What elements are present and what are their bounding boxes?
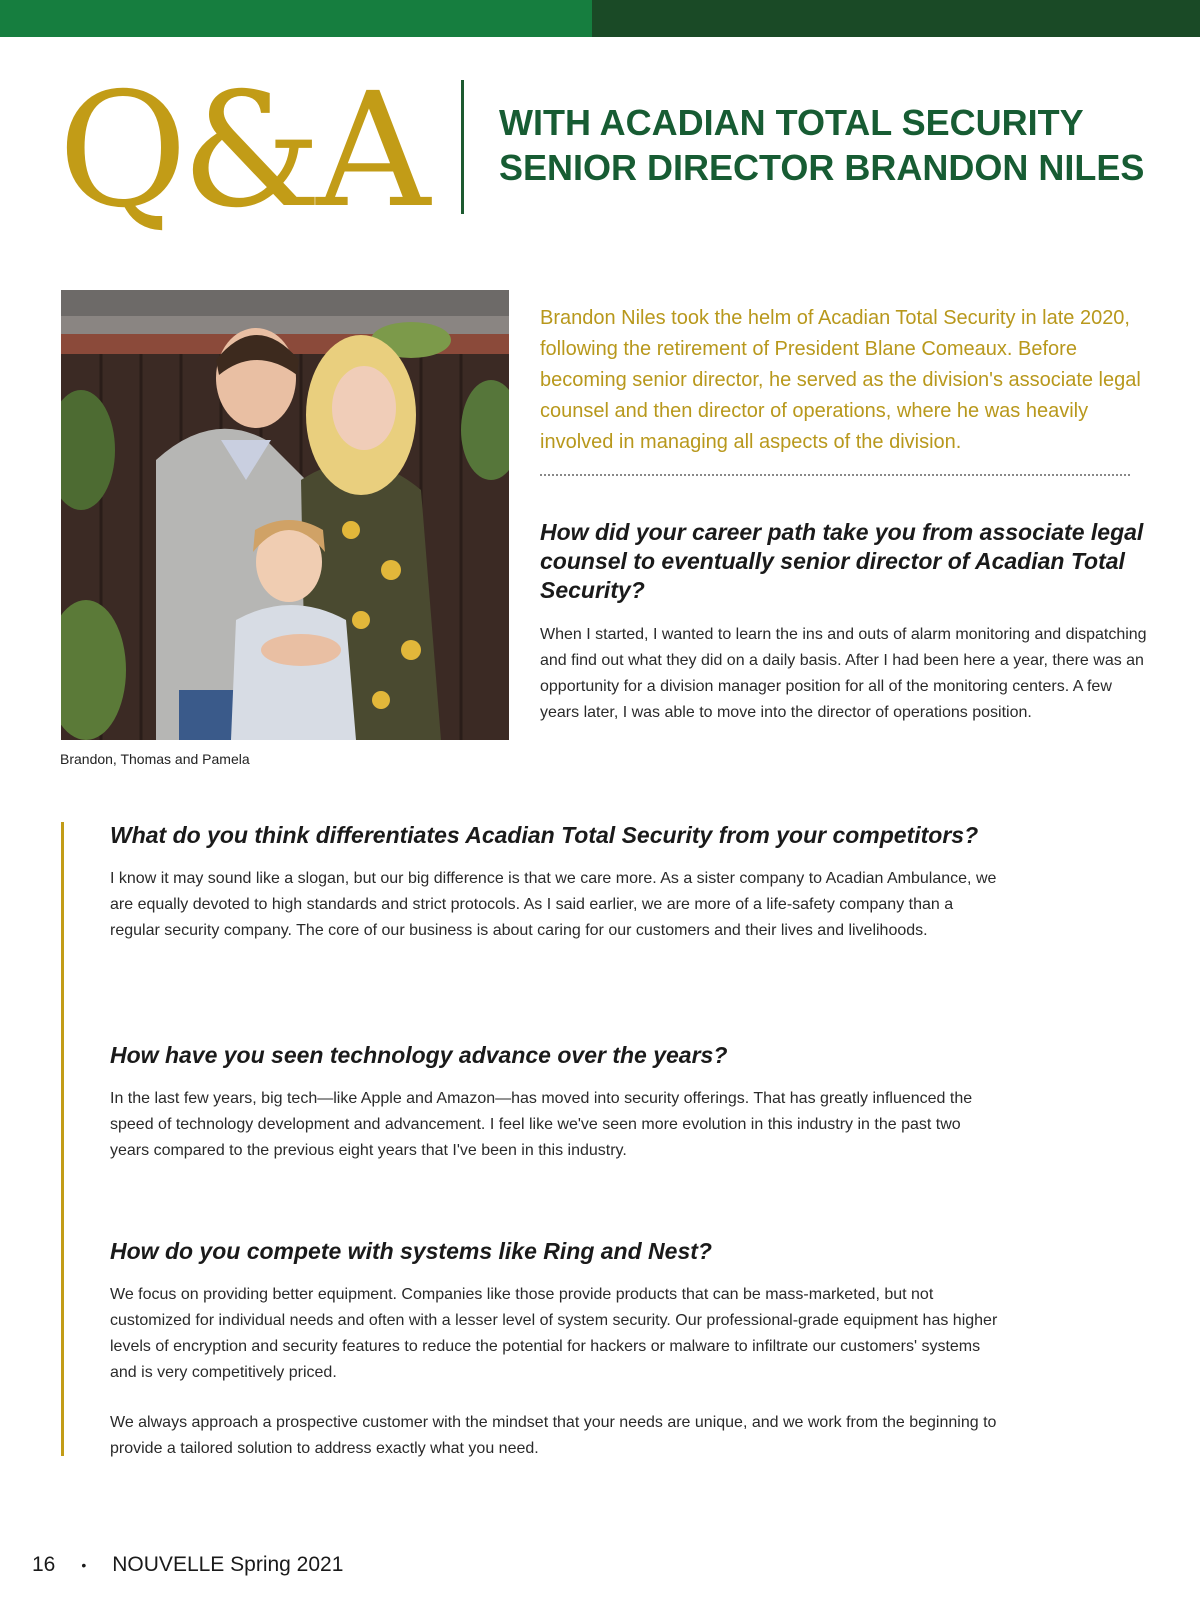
question-3: How have you seen technology advance over the years?	[110, 1042, 728, 1068]
header-divider	[461, 80, 464, 214]
page-footer	[32, 1550, 532, 1580]
headline-line-1: WITH ACADIAN TOTAL SECURITY	[499, 102, 1084, 143]
answer-1: When I started, I wanted to learn the ins and outs of alarm monitoring and dispatching and find out what they did on a daily basis. After I had been here a year, there was an opportunity for a division manager position for all of the monitoring centers. A few years later, I was able to move into the director of operations position.	[540, 626, 1147, 721]
family-photo	[61, 290, 509, 740]
answer-2: I know it may sound like a slogan, but our big difference is that we care more. As a sister company to Acadian Ambulance, we are equally devoted to high standards and strict protocols. As I said earlier, we are more of a life-safety company than a regular security company. The core of our business is about caring for our customers and their lives and livelihoods.	[110, 870, 997, 939]
answer-3: In the last few years, big tech—like Apple and Amazon—has moved into security offerings. That has greatly influenced the speed of technology development and advancement. I feel like we've seen more evolution in this industry in the past two years compared to the previous eight years that I've been in this industry.	[110, 1090, 973, 1159]
photo-caption: Brandon, Thomas and Pamela	[60, 751, 250, 767]
answer-4: We focus on providing better equipment. Companies like those provide products that can be mass-marketed, but not customized for individual needs and often with a lesser level of system security. Our professional-grade equipment has higher levels of encryption and security features to reduce the potential for hackers or malware to infiltrate our customers' systems and is very competitively priced.	[110, 1286, 998, 1381]
dotted-divider	[540, 474, 1130, 476]
headline-line-2: SENIOR DIRECTOR BRANDON NILES	[499, 147, 1145, 188]
top-bar-right	[592, 0, 1200, 37]
qa-logo: Q&A	[58, 59, 425, 243]
question-1: How did your career path take you from associate legal counsel to eventually senior director of Acadian Total Security?	[540, 519, 1144, 603]
question-2: What do you think differentiates Acadian Total Security from your competitors?	[110, 822, 979, 848]
question-4: How do you compete with systems like Ring and Nest?	[110, 1238, 712, 1264]
footer-bullet: •	[81, 1557, 87, 1574]
headline	[499, 100, 1179, 190]
family-photo-illustration	[61, 290, 509, 740]
answer-4-continued: We always approach a prospective customer with the mindset that your needs are unique, and we work from the beginning to provide a tailored solution to address exactly what you need.	[110, 1414, 997, 1457]
page-number: 16	[32, 1553, 56, 1576]
gold-side-rule	[61, 822, 64, 1456]
intro-paragraph: Brandon Niles took the helm of Acadian Total Security in late 2020, following the retirement of President Blane Comeaux. Before becoming senior director, he served as the division's associate legal counsel and then director of operations, where he was heavily involved in managing all aspects of the division.	[540, 307, 1141, 453]
publication-name: NOUVELLE Spring 2021	[112, 1553, 344, 1576]
top-bar-left	[0, 0, 592, 37]
